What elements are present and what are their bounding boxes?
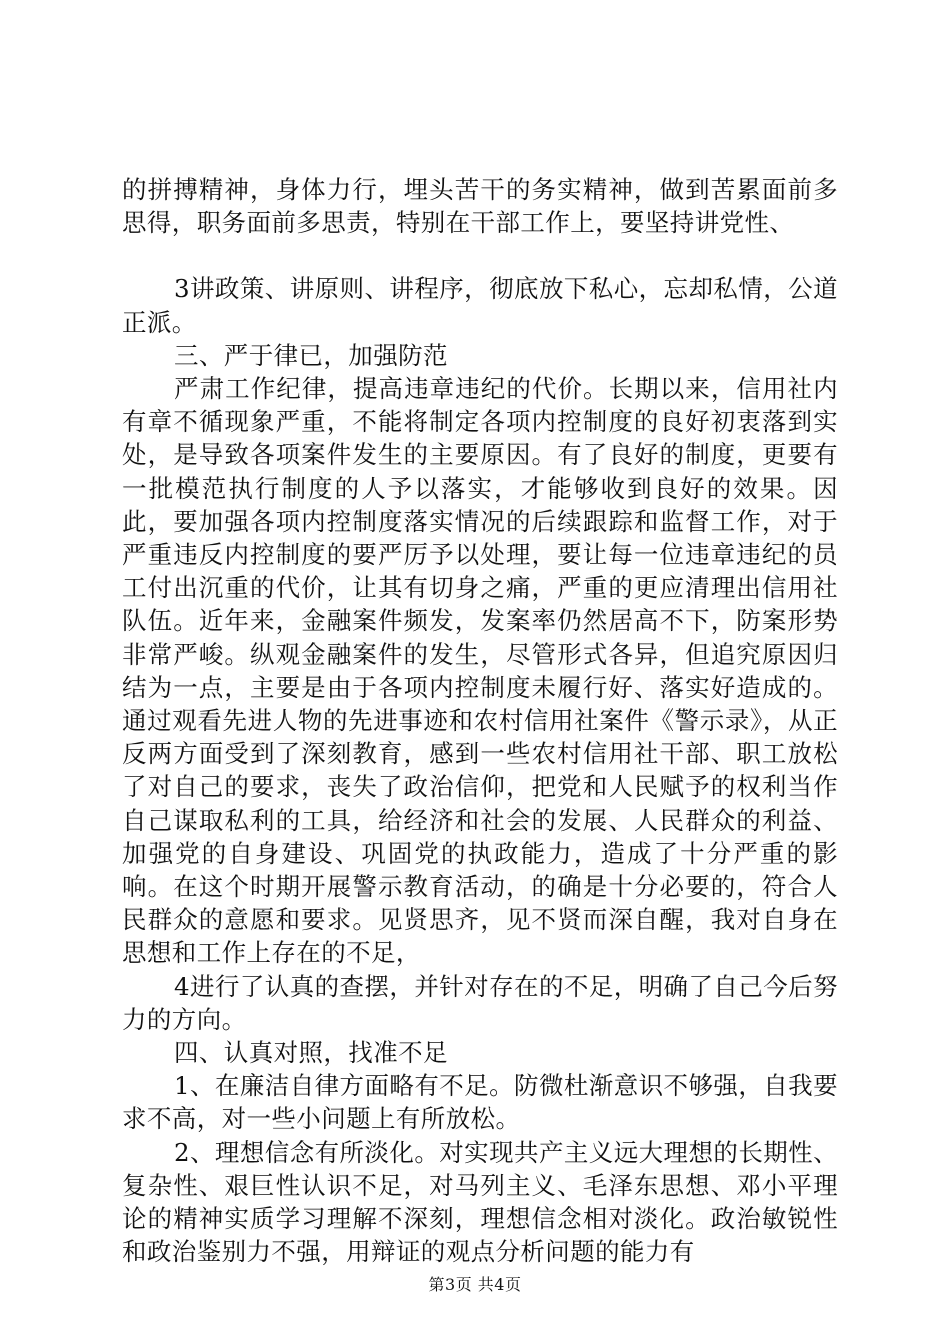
paragraph: 4进行了认真的查摆，并针对存在的不足，明确了自己今后努力的方向。 xyxy=(122,971,838,1034)
paragraph: 的拼搏精神，身体力行，埋头苦干的务实精神，做到苦累面前多思得，职务面前多思责，特别在干部工作上，要坚持讲党性、 xyxy=(122,175,838,238)
document-body xyxy=(122,173,838,1269)
page-number-footer: 第3页 共4页 xyxy=(428,1275,522,1294)
section-heading: 三、严于律已，加强防范 xyxy=(174,340,448,370)
section-heading: 四、认真对照，找准不足 xyxy=(174,1038,448,1068)
paragraph: 严肃工作纪律，提高违章违纪的代价。长期以来，信用社内有章不循现象严重，不能将制定各项内控制度的良好初衷落到实处，是导致各项案件发生的主要原因。有了良好的制度，更要有一批模范执行制度的人予以落实，才能够收到良好的效果。因此，要加强各项内控制度落实情况的后续跟踪和监督工作，对于严重违反内控制度的要严厉予以处理，要让每一位违章违纪的员工付出沉重的代价，让其有切身之痛，严重的更应清理出信用社队伍。近年来，金融案件频发，发案率仍然居高不下，防案形势非常严峻。纵观金融案件的发生，尽管形式各异，但追究原因归结为一点，主要是由于各项内控制度未履行好、落实好造成的。通过观看先进人物的先进事迹和农村信用社案件《警示录》，从正反两方面受到了深刻教育，感到一些农村信用社干部、职工放松了对自己的要求，丧失了政治信仰，把党和人民赋予的权利当作自己谋取私利的工具，给经济和社会的发展、人民群众的利益、加强党的自身建设、巩固党的执政能力，造成了十分严重的影响。在这个时期开展警示教育活动，的确是十分必要的，符合人民群众的意愿和要求。见贤思齐，见不贤而深自醒，我对自身在思想和工作上存在的不足， xyxy=(122,374,838,968)
paragraph: 1、在廉洁自律方面略有不足。防微杜渐意识不够强，自我要求不高，对一些小问题上有所放松。 xyxy=(122,1071,838,1134)
paragraph: 2、理想信念有所淡化。对实现共产主义远大理想的长期性、复杂性、艰巨性认识不足，对马列主义、毛泽东思想、邓小平理论的精神实质学习理解不深刻，理想信念相对淡化。政治敏锐性和政治鉴别力不强，用辩证的观点分析问题的能力有 xyxy=(122,1137,838,1267)
paragraph: 3讲政策、讲原则、讲程序，彻底放下私心，忘却私情，公道正派。 xyxy=(122,274,838,337)
